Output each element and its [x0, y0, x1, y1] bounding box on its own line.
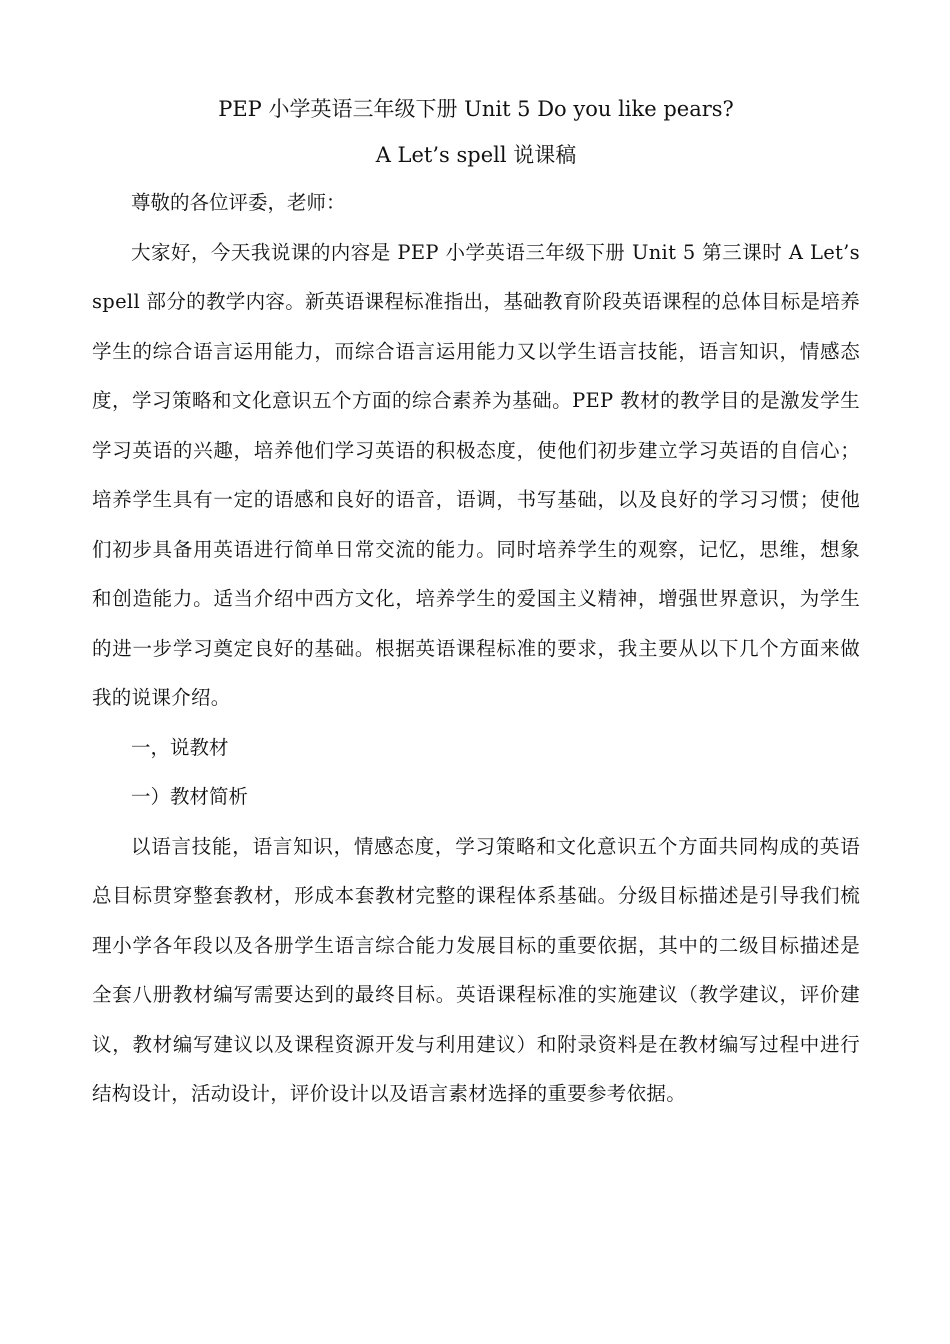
section-heading-teaching-material: 一，说教材: [131, 735, 229, 759]
document-page: [92, 86, 860, 1119]
intro-paragraph: 大家好，今天我说课的内容是 PEP 小学英语三年级下册 Unit 5 第三课时 A Let’s spell 部分的教学内容。新英语课程标准指出，基础教育阶段英语课程的总体目标是培养学生的综合语言运用能力，而综合语言运用能力又以学生语言技能，语言知识，情感态度，学习策略和文化意识五个方面的综合素养为基础。PEP 教材的教学目的是激发学生学习英语的兴趣，培养他们学习英语的积极态度，使他们初步建立学习英语的自信心；培养学生具有一定的语感和良好的语音，语调，书写基础，以及良好的学习习惯；使他们初步具备用英语进行简单日常交流的能力。同时培养学生的观察，记忆，思维，想象和创造能力。适当介绍中西方文化，培养学生的爱国主义精神，增强世界意识，为学生的进一步学习奠定良好的基础。根据英语课程标准的要求，我主要从以下几个方面来做我的说课介绍。: [92, 240, 860, 709]
salutation: 尊敬的各位评委，老师：: [131, 191, 346, 214]
subsection-heading-material-analysis: 一）教材简析: [131, 785, 249, 808]
document-title-line-1: PEP 小学英语三年级下册 Unit 5 Do you like pears?: [218, 97, 734, 121]
document-title-line-2: A Let’s spell 说课稿: [375, 143, 577, 167]
analysis-paragraph: 以语言技能，语言知识，情感态度，学习策略和文化意识五个方面共同构成的英语总目标贯穿整套教材，形成本套教材完整的课程体系基础。分级目标描述是引导我们梳理小学各年段以及各册学生语言综合能力发展目标的重要依据，其中的二级目标描述是全套八册教材编写需要达到的最终目标。英语课程标准的实施建议（教学建议，评价建议，教材编写建议以及课程资源开发与利用建议）和附录资料是在教材编写过程中进行结构设计，活动设计，评价设计以及语言素材选择的重要参考依据。: [92, 834, 860, 1105]
